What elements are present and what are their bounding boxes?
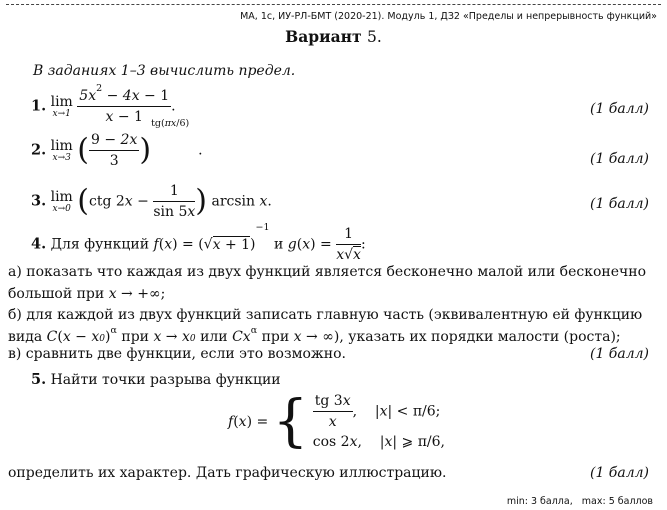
piecewise-function: f(x) = { $\frac{tg 3x}{x}$ , |x| < π/6; cos 2x, |x| ⩾ π/6, [228, 389, 445, 455]
course-header: МА, 1с, ИУ-РЛ-БМТ (2020-21). Модуль 1, ДЗ2 «Пределы и непрерывность функций» [240, 11, 657, 22]
problem-3-points: (1 балл) [589, 196, 649, 212]
problem-3: 3. lim x→0 (ctg 2x − $\frac{1}{\sin 5x}$ ) arcsin x. [31, 183, 272, 221]
problem-2-points: (1 балл) [589, 151, 649, 167]
fraction-4: $\frac{1}{x√x}$ [336, 226, 361, 264]
problem-1: 1. lim x→1 $\frac{5x^2 - 4x - 1}{x - 1}$ . [31, 83, 176, 126]
problem-4-and: и [273, 236, 284, 253]
problem-5 [31, 371, 281, 388]
variant-word: Вариант [285, 27, 362, 46]
problem-5-after: определить их характер. Дать графическую иллюстрацию. [8, 465, 447, 481]
problem-3-number: 3. [31, 192, 47, 210]
problem-1-number: 1. [31, 97, 47, 115]
problem-5-points: (1 балл) [589, 465, 649, 481]
problem-4b-line2: вида $C(x - x0)^\alpha$ при x → x0 или $Cx^\alpha$ при x → ∞), указать их порядки малости (роста); [8, 325, 621, 345]
problem-4b-line1: б) для каждой из двух функций записать главную часть (эквивалентную ей функцию [8, 307, 643, 323]
instructions: В заданиях 1–3 вычислить предел. [33, 63, 296, 79]
problem-2-number: 2. [31, 141, 47, 159]
lim-2: lim x→3 [50, 137, 73, 163]
problem-4: 4. Для функций $f(x) = (√x + 1)^{-1}$ и g(x) = $\frac{1}{x√x}$ : [31, 222, 366, 264]
variant-dot: . [376, 28, 382, 46]
fraction-2: $\frac{9 - 2x}{3}$ [91, 132, 138, 170]
cut-line [6, 4, 661, 5]
variant-title [0, 27, 667, 46]
problem-4-number: 4. [31, 235, 47, 253]
lim-3: lim x→0 [50, 188, 73, 214]
problem-5-text: Найти точки разрыва функции [50, 372, 281, 388]
score-footer: min: 3 балла, max: 5 баллов [506, 496, 653, 507]
variant-number: 5 [367, 28, 377, 46]
problem-1-points: (1 балл) [589, 101, 649, 117]
fraction-3: $\frac{1}{\sin 5x}$ [153, 183, 196, 221]
problem-4-points: (1 балл) [589, 346, 649, 362]
problem-4a-line1: а) показать что каждая из двух функций является бесконечно малой или бесконечно [8, 264, 647, 280]
problem-4-lead: Для функций [50, 236, 150, 253]
problem-5-number: 5. [31, 371, 47, 388]
problem-4c: в) сравнить две функции, если это возможно. [8, 346, 347, 362]
lim-1: lim x→1 [50, 93, 73, 119]
problem-2: 2. lim x→3 ( $\frac{9 - 2x}{3}$ )$^{tg(\pi x/6)}$ . [31, 118, 203, 170]
problem-4a-line2: большой при x → +∞; [8, 286, 166, 302]
fraction-1: $\frac{5x^2 - 4x - 1}{x - 1}$ [79, 83, 170, 126]
